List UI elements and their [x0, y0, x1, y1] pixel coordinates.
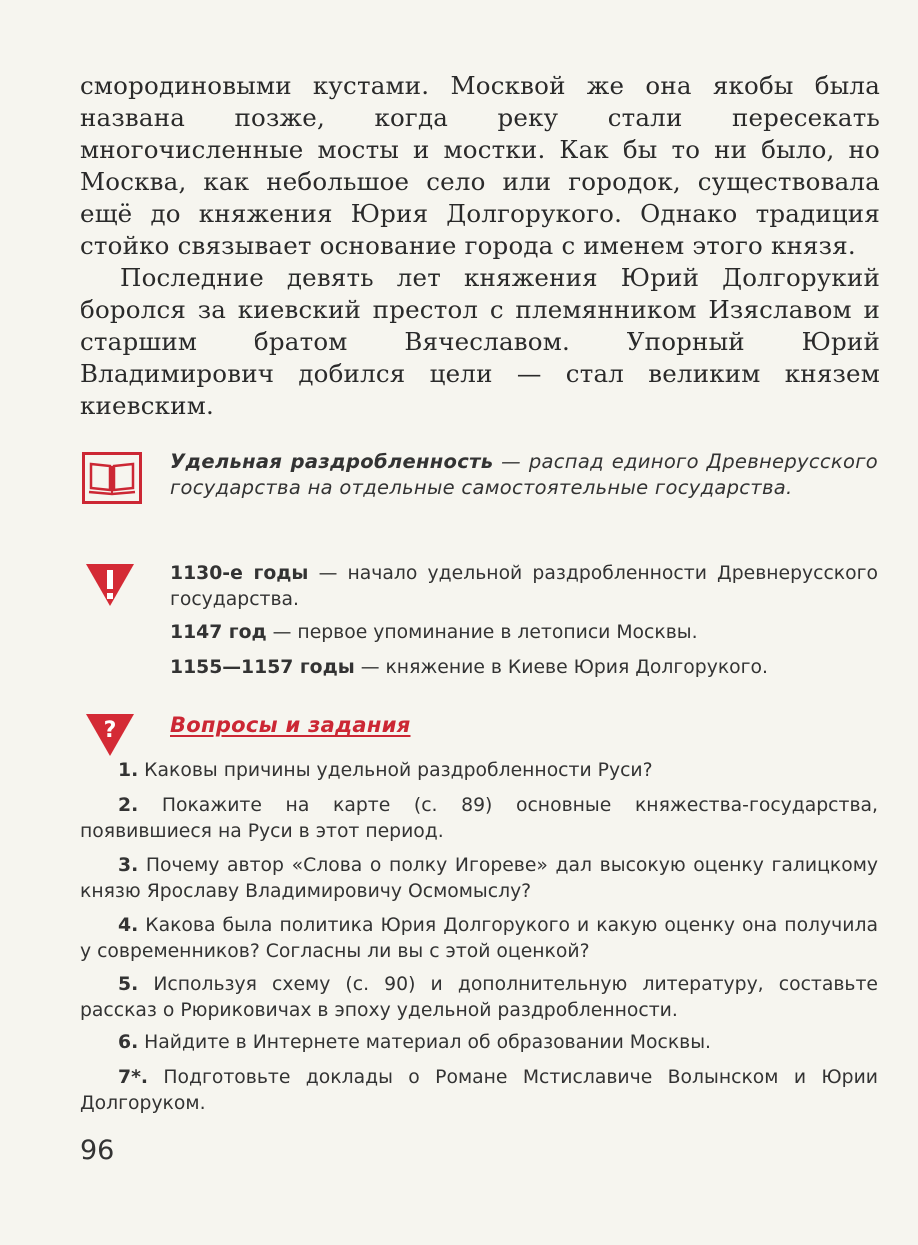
question-1: [80, 758, 878, 784]
paragraph-2: Последние девять лет княжения Юрий Долгорукий боролся за киевский престол с племянником Изяславом и старшим братом Вячеславом. Упорный Юрий Владимирович добился цели — стал великим князем киевским.: [80, 263, 880, 420]
question-text: Покажите на карте (с. 89) основные княжества-государства, появившиеся на Руси в этот период.: [80, 795, 878, 842]
question-number: 5.: [118, 974, 139, 995]
question-number: 3.: [118, 855, 139, 876]
question-text: Найдите в Интернете материал об образовании Москвы.: [138, 1032, 712, 1053]
question-number: 1.: [118, 760, 139, 781]
date-label: 1155—1157 годы: [170, 657, 355, 678]
question-number: 2.: [118, 795, 139, 816]
svg-text:?: ?: [103, 718, 117, 743]
question-2: [80, 793, 878, 845]
exclamation-icon: [84, 562, 136, 608]
paragraph-1: смородиновыми кустами. Москвой же она якобы была названа позже, когда реку стали пересекать многочисленные мосты и мостки. Как бы то ни было, но Москва, как небольшое село или городок, существовала ещё до княжения Юрия Долгорукого. Однако традиция стойко связывает основание города с именем этого князя.: [80, 71, 880, 260]
question-5: [80, 972, 878, 1024]
date-label: 1130-е годы: [170, 563, 309, 584]
question-number: 4.: [118, 915, 139, 936]
book-icon: [82, 452, 142, 504]
question-6: [80, 1030, 878, 1056]
date-text: — княжение в Киеве Юрия Долгорукого.: [354, 657, 768, 678]
question-text: Какова была политика Юрия Долгорукого и какую оценку она получила у современников? Согласны ли вы с этой оценкой?: [80, 915, 878, 962]
question-icon: [84, 712, 136, 758]
questions-title: Вопросы и задания: [170, 713, 411, 737]
date-entry-1: [170, 561, 878, 612]
question-3: [80, 853, 878, 905]
definition-text: — распад единого Древнерусского государства на отдельные самостоятельные государства.: [170, 450, 878, 499]
question-text: Почему автор «Слова о полку Игореве» дал высокую оценку галицкому князю Ярославу Владимировичу Осмомыслу?: [80, 855, 878, 902]
definition-term: Удельная раздробленность: [170, 450, 494, 473]
date-entry-2: [170, 620, 878, 646]
definition: [170, 449, 878, 500]
question-number: 6.: [118, 1032, 139, 1053]
date-label: 1147 год: [170, 622, 267, 643]
question-text: Каковы причины удельной раздробленности Руси?: [138, 760, 653, 781]
question-4: [80, 913, 878, 965]
date-entry-3: [170, 655, 878, 681]
question-7: [80, 1065, 878, 1117]
page-number: 96: [80, 1135, 115, 1166]
question-number: 7*.: [118, 1067, 149, 1088]
date-text: — первое упоминание в летописи Москвы.: [266, 622, 698, 643]
question-text: Подготовьте доклады о Романе Мстиславиче Волынском и Юрии Долгоруком.: [80, 1067, 878, 1114]
question-text: Используя схему (с. 90) и дополнительную литературу, составьте рассказ о Рюриковичах в эпоху удельной раздробленности.: [80, 974, 878, 1021]
date-text: — начало удельной раздробленности Древнерусского государства.: [170, 563, 878, 610]
